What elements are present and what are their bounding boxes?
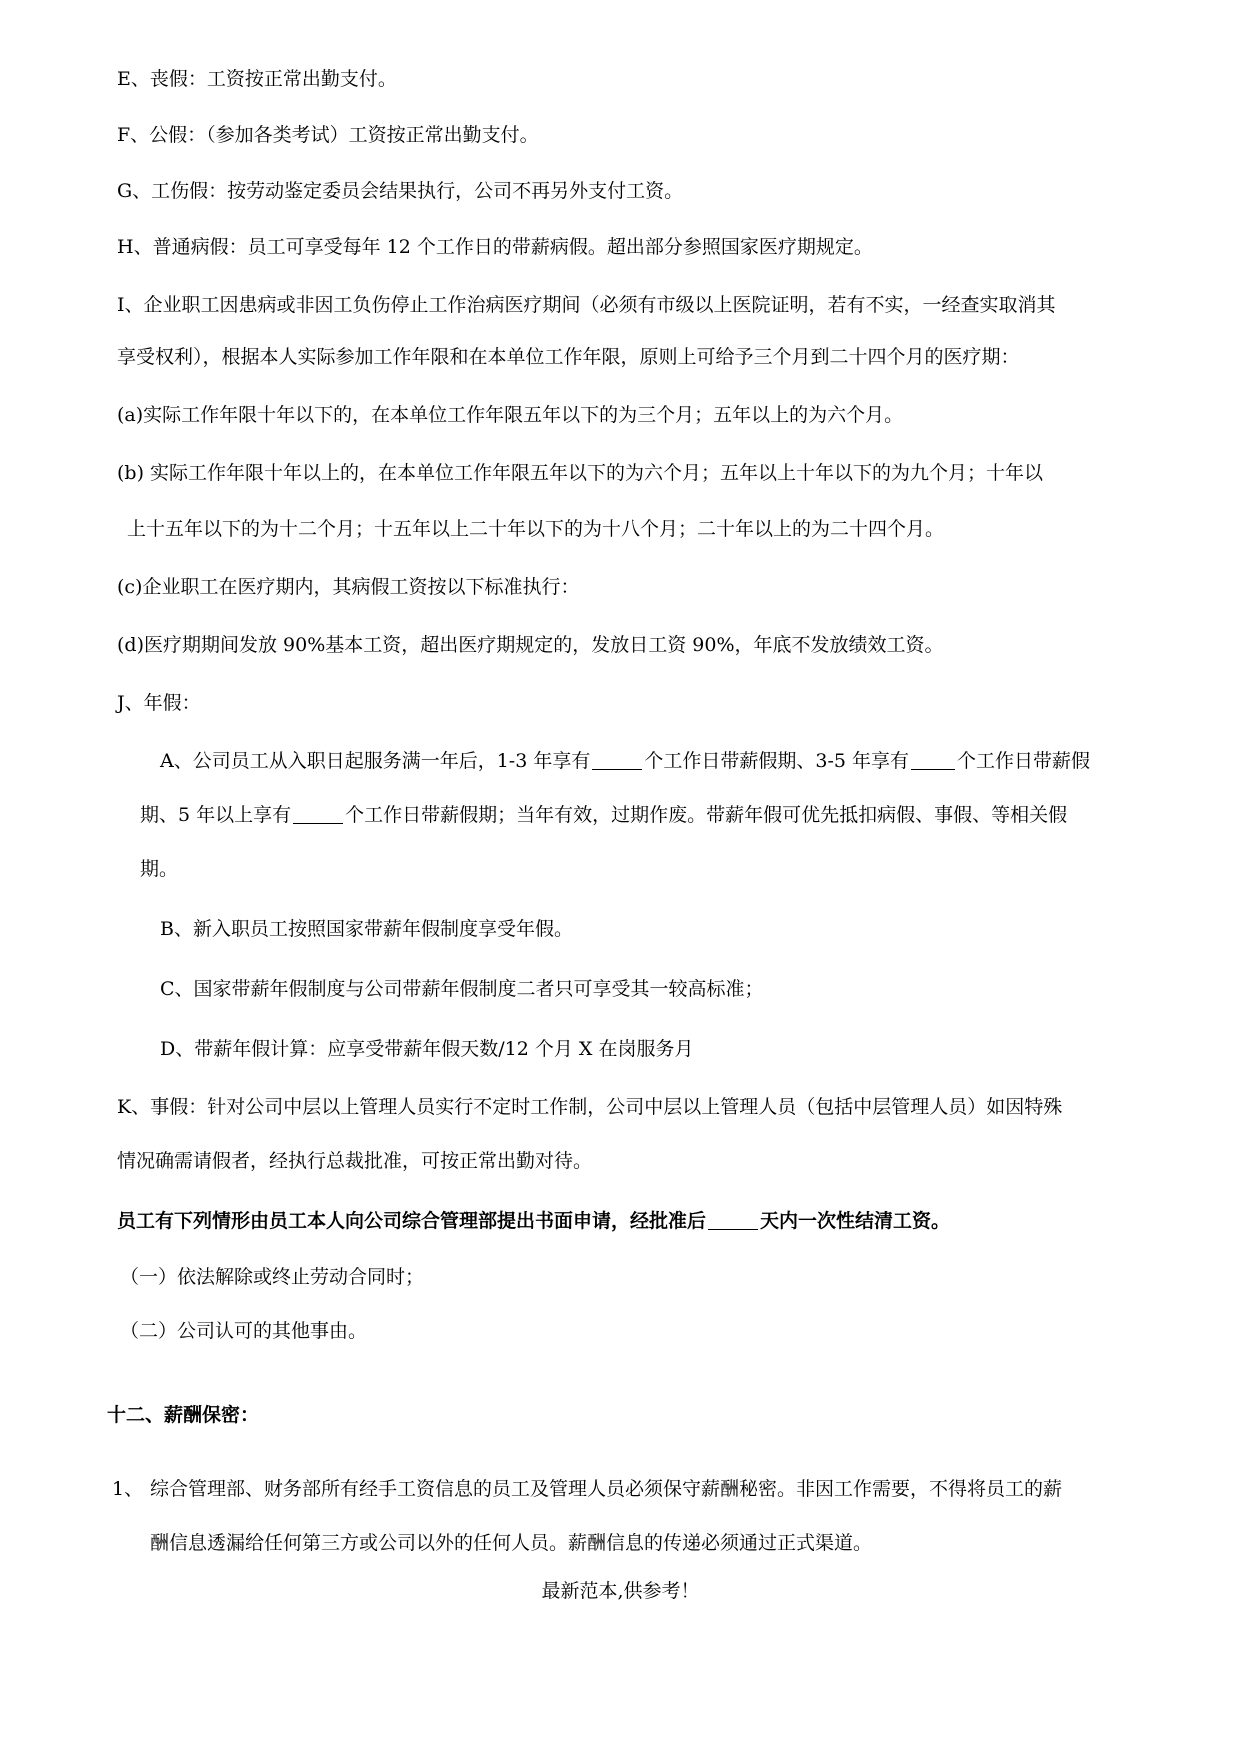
section-12-heading: 十二、薪酬保密： xyxy=(107,1404,260,1426)
clause-i-medical-period-line1: I、企业职工因患病或非因工负伤停止工作治病医疗期间（必须有市级以上医院证明，若有不实，一经查实取消其 xyxy=(117,294,1056,316)
page-footer: 最新范本,供参考！ xyxy=(541,1580,700,1602)
annual-leave-c: C、国家带薪年假制度与公司带薪年假制度二者只可享受其一较高标准； xyxy=(160,978,764,1000)
annual-leave-a-line3: 期。 xyxy=(140,858,179,880)
clause-k-personal-leave-line2: 情况确需请假者，经执行总裁批准，可按正常出勤对待。 xyxy=(117,1150,593,1172)
wage-settlement-text1: 员工有下列情形由员工本人向公司综合管理部提出书面申请，经批准后 xyxy=(117,1210,707,1232)
confidentiality-item-number: 1、 xyxy=(112,1478,144,1500)
clause-k-personal-leave-line1: K、事假：针对公司中层以上管理人员实行不定时工作制，公司中层以上管理人员（包括中层管理人员）如因特殊 xyxy=(117,1096,1063,1118)
clause-h-sick-leave: H、普通病假：员工可享受每年 12 个工作日的带薪病假。超出部分参照国家医疗期规定。 xyxy=(117,236,873,258)
annual-leave-a-text5: 个工作日带薪假期；当年有效，过期作废。带薪年假可优先抵扣病假、事假、等相关假 xyxy=(345,804,1068,826)
confidentiality-item-1-line2: 酬信息透漏给任何第三方或公司以外的任何人员。薪酬信息的传递必须通过正式渠道。 xyxy=(150,1532,873,1554)
clause-j-annual-leave: J、年假： xyxy=(117,692,201,714)
clause-i-item-c: (c)企业职工在医疗期内，其病假工资按以下标准执行： xyxy=(117,576,580,598)
annual-leave-a-line2 xyxy=(140,806,1067,825)
clause-i-item-b-line2: 上十五年以下的为十二个月；十五年以上二十年以下的为十八个月；二十年以上的为二十四个月。 xyxy=(127,518,945,540)
annual-leave-a-line1 xyxy=(160,752,1090,771)
settlement-item-2: （二）公司认可的其他事由。 xyxy=(120,1320,368,1342)
clause-e-funeral-leave: E、丧假：工资按正常出勤支付。 xyxy=(117,68,397,90)
clause-f-public-leave: F、公假：（参加各类考试）工资按正常出勤支付。 xyxy=(117,124,539,146)
annual-leave-b: B、新入职员工按照国家带薪年假制度享受年假。 xyxy=(160,918,573,940)
annual-leave-a-text1: A、公司员工从入职日起服务满一年后，1-3 年享有 xyxy=(160,750,591,772)
blank-days-1-3-years[interactable] xyxy=(592,769,642,770)
annual-leave-a-text2: 个工作日带薪假期、3-5 年享有 xyxy=(644,750,909,772)
wage-settlement-statement xyxy=(117,1212,950,1231)
blank-days-3-5-years[interactable] xyxy=(911,769,955,770)
settlement-item-1: （一）依法解除或终止劳动合同时； xyxy=(120,1266,425,1288)
blank-days-over-5-years[interactable] xyxy=(293,823,343,824)
clause-i-item-d: (d)医疗期期间发放 90%基本工资，超出医疗期规定的，发放日工资 90%，年底不发放绩效工资。 xyxy=(117,634,944,656)
confidentiality-item-1-line1: 综合管理部、财务部所有经手工资信息的员工及管理人员必须保守薪酬秘密。非因工作需要，不得将员工的薪 xyxy=(150,1478,1063,1500)
clause-g-injury-leave: G、工伤假：按劳动鉴定委员会结果执行，公司不再另外支付工资。 xyxy=(117,180,684,202)
clause-i-medical-period-line2: 享受权利），根据本人实际参加工作年限和在本单位工作年限，原则上可给予三个月到二十四个月的医疗期： xyxy=(117,346,1020,368)
clause-i-item-b-line1: (b) 实际工作年限十年以上的，在本单位工作年限五年以下的为六个月；五年以上十年以下的为九个月；十年以 xyxy=(117,462,1044,484)
wage-settlement-text2: 天内一次性结清工资。 xyxy=(760,1210,951,1232)
clause-i-item-a: (a)实际工作年限十年以下的，在本单位工作年限五年以下的为三个月；五年以上的为六个月。 xyxy=(117,404,904,426)
annual-leave-a-text4: 期、5 年以上享有 xyxy=(140,804,292,826)
annual-leave-d: D、带薪年假计算：应享受带薪年假天数/12 个月 X 在岗服务月 xyxy=(160,1038,694,1060)
annual-leave-a-text3: 个工作日带薪假 xyxy=(957,750,1091,772)
blank-settlement-days[interactable] xyxy=(708,1229,758,1230)
